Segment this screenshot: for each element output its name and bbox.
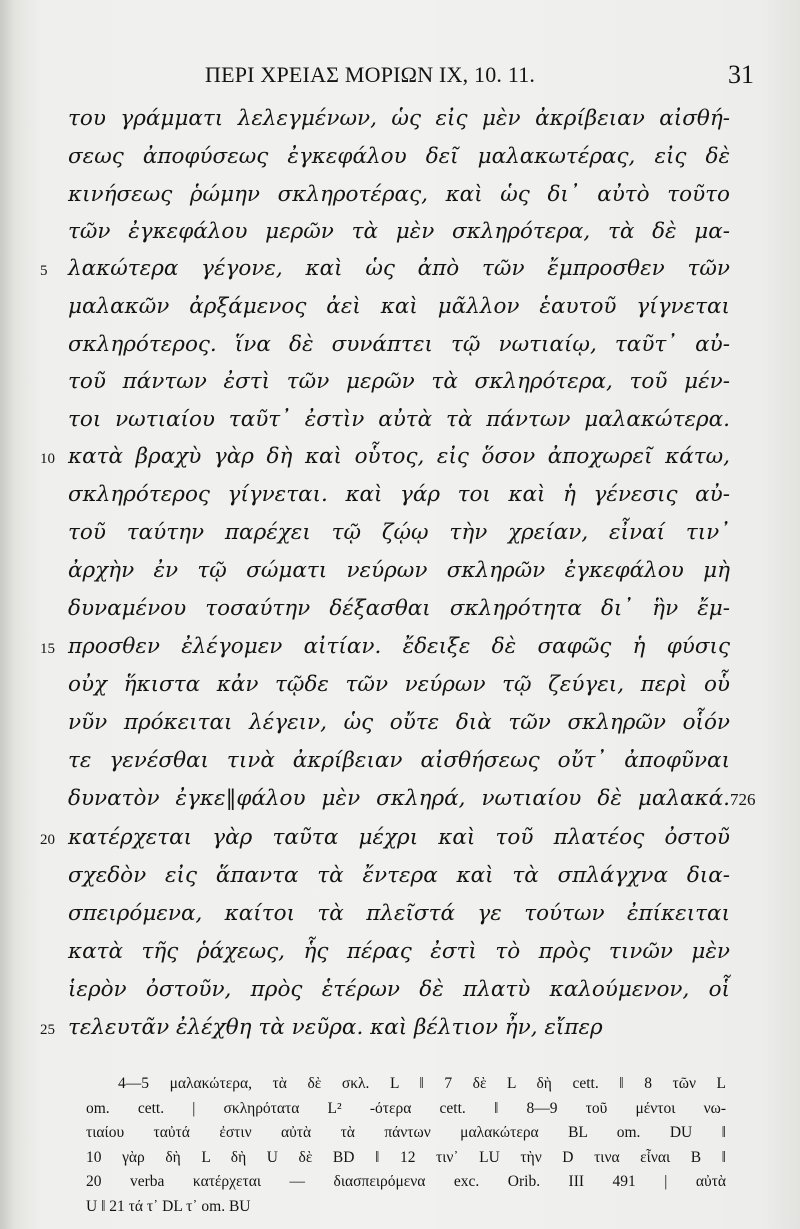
text-line	[0, 250, 800, 288]
text-line	[0, 138, 800, 176]
text-line	[0, 780, 800, 818]
line-text: κινήσεως ῥώμην σκληροτέρας, καὶ ὡς δι᾽ αὐτὸ τοῦτο	[68, 182, 730, 207]
line-text: κατὰ τῆς ῥάχεως, ἧς πέρας ἐστὶ τὸ πρὸς τινῶν μὲν	[68, 939, 730, 964]
margin-page-reference: 726	[730, 790, 756, 809]
text-line	[0, 100, 800, 138]
line-text: τοι νωτιαίου ταῦτ᾽ ἐστὶν αὐτὰ τὰ πάντων μαλακώτερα.	[68, 407, 730, 432]
text-line	[0, 704, 800, 742]
text-line	[0, 895, 800, 933]
line-number: 15	[40, 641, 55, 657]
line-text: του γράμματι λελεγμένων, ὡς εἰς μὲν ἀκρίβειαν αἰσθή-	[68, 106, 730, 131]
line-text: σπειρόμενα, καίτοι τὰ πλεῖστά γε τούτων ἐπίκειται	[68, 901, 730, 926]
line-text: κατὰ βραχὺ γὰρ δὴ καὶ οὗτος, εἰς ὅσον ἀποχωρεῖ κάτω,	[68, 444, 730, 469]
line-number: 10	[40, 451, 55, 467]
text-line	[0, 933, 800, 971]
text-line	[0, 476, 800, 514]
line-text: σεως ἀποφύσεως ἐγκεφάλου δεῖ μαλακωτέρας, εἰς δὲ	[68, 144, 730, 169]
line-number: 25	[40, 1022, 55, 1038]
text-line	[0, 628, 800, 666]
line-text: οὐχ ἥκιστα κἀν τῷδε τῶν νεύρων τῷ ζεύγει, περὶ οὗ	[68, 672, 730, 697]
line-text: σχεδὸν εἰς ἅπαντα τὰ ἔντερα καὶ τὰ σπλάγχνα δια-	[68, 863, 730, 888]
text-line	[0, 1009, 800, 1047]
line-text: μαλακῶν ἀρξάμενος ἀεὶ καὶ μᾶλλον ἑαυτοῦ γίγνεται	[68, 294, 730, 319]
line-text: κατέρχεται γὰρ ταῦτα μέχρι καὶ τοῦ πλατέος ὀστοῦ	[68, 825, 730, 850]
text-line	[0, 176, 800, 214]
text-line	[0, 552, 800, 590]
apparatus-line: 4—5 μαλακώτερα, τὰ δὲ σκλ. L ‖ 7 δὲ L δὴ cett. ‖ 8 τῶν L	[118, 1075, 726, 1092]
line-number: 5	[40, 263, 48, 279]
page-header	[0, 56, 800, 96]
line-number: 20	[40, 832, 55, 848]
line-text: σκληρότερος γίγνεται. καὶ γάρ τοι καὶ ἡ γένεσις αὐ-	[68, 482, 730, 507]
apparatus-line: 10 γὰρ δὴ L δὴ U δὲ BD ‖ 12 τιν᾽ LU τὴν D τινα εἶναι B ‖	[86, 1148, 726, 1166]
text-line	[0, 742, 800, 780]
line-text: τοῦ πάντων ἐστὶ τῶν μερῶν τὰ σκληρότερα, τοῦ μέν-	[68, 369, 730, 394]
line-text: ἀρχὴν ἐν τῷ σώματι νεύρων σκληρῶν ἐγκεφάλου μὴ	[68, 558, 730, 583]
line-text: προσθεν ἐλέγομεν αἰτίαν. ἔδειξε δὲ σαφῶς ἡ φύσις	[68, 634, 730, 659]
text-line	[0, 857, 800, 895]
text-line	[0, 438, 800, 476]
line-text: τελευτᾶν ἐλέχθη τὰ νεῦρα. καὶ βέλτιον ἦν, εἴπερ	[68, 1015, 603, 1040]
line-text: δυνατὸν ἐγκε‖φάλου μὲν σκληρά, νωτιαίου δὲ μαλακά.	[68, 786, 730, 811]
line-text: νῦν πρόκειται λέγειν, ὡς οὔτε διὰ τῶν σκληρῶν οἷόν	[68, 710, 730, 735]
text-line	[0, 401, 800, 439]
text-line	[0, 363, 800, 401]
text-line	[0, 288, 800, 326]
text-line	[0, 213, 800, 251]
line-text: σκληρότερος. ἵνα δὲ συνάπτει τῷ νωτιαίῳ, ταῦτ᾽ αὐ-	[68, 332, 730, 357]
apparatus-line: om. cett. | σκληρότατα L² -ότερα cett. ‖ 8—9 τοῦ μέντοι νω-	[86, 1099, 726, 1117]
apparatus-line: τιαίου ταὐτά ἐστιν αὐτὰ τὰ πάντων μαλακώτερα BL om. DU ‖	[86, 1124, 726, 1141]
running-title: ΠΕΡΙ ΧΡΕΙΑΣ ΜΟΡΙΩΝ IX, 10. 11.	[205, 62, 536, 87]
text-line	[0, 666, 800, 704]
text-line	[0, 819, 800, 857]
text-line	[0, 326, 800, 364]
apparatus-line: 20 verba κατέρχεται — διασπειρόμενα exc. Orib. III 491 | αὐτὰ	[86, 1173, 726, 1190]
line-text: δυναμένου τοσαύτην δέξασθαι σκληρότητα δι᾽ ἣν ἔμ-	[68, 596, 730, 621]
apparatus-line: U ‖ 21 τά τ᾽ DL τ᾽ om. BU	[86, 1197, 251, 1215]
line-text: τῶν ἐγκεφάλου μερῶν τὰ μὲν σκληρότερα, τὰ δὲ μα-	[68, 219, 730, 244]
line-text: τοῦ ταύτην παρέχει τῷ ζῴῳ τὴν χρείαν, εἶναί τιν᾽	[68, 520, 730, 545]
line-text: ἱερὸν ὀστοῦν, πρὸς ἑτέρων δὲ πλατὺ καλούμενον, οἷ	[68, 977, 730, 1002]
page-number: 31	[728, 60, 754, 89]
line-text: λακώτερα γέγονε, καὶ ὡς ἀπὸ τῶν ἔμπροσθεν τῶν	[68, 256, 730, 281]
text-line	[0, 971, 800, 1009]
text-line	[0, 590, 800, 628]
text-line	[0, 514, 800, 552]
line-text: τε γενέσθαι τινὰ ἀκρίβειαν αἰσθήσεως οὔτ᾽ ἀποφῦναι	[68, 748, 730, 773]
